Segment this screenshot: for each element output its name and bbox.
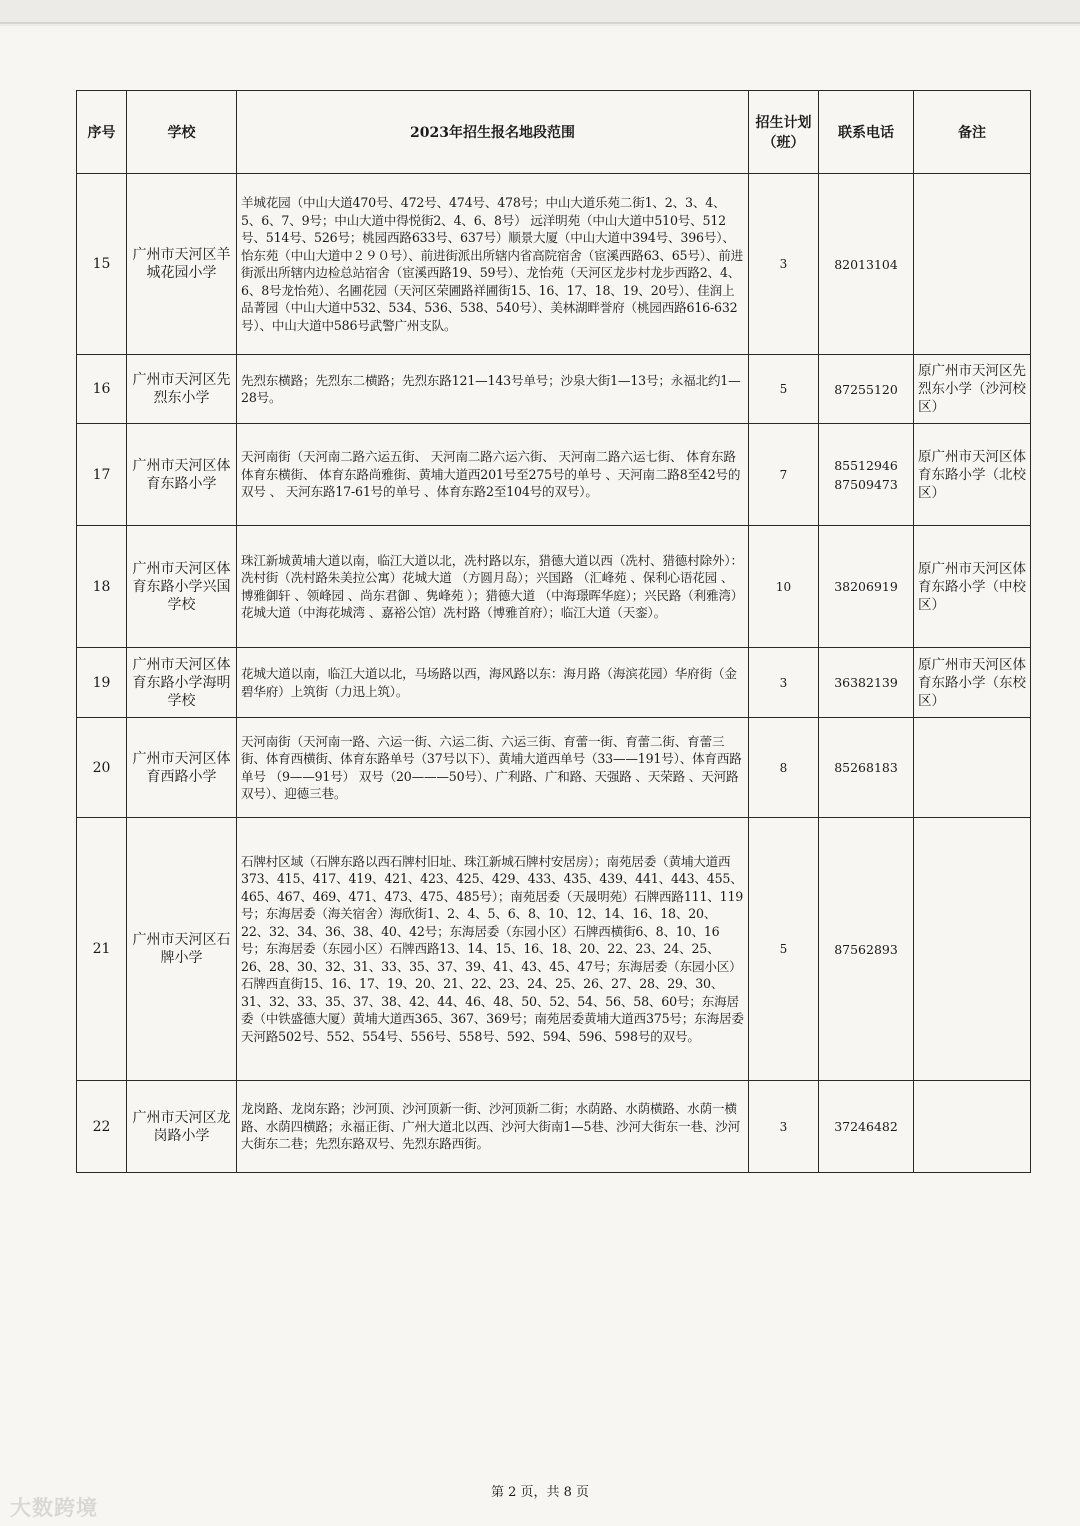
table-row [77, 424, 1031, 526]
row-phone: 38206919 [819, 526, 914, 648]
header-note: 备注 [914, 91, 1031, 174]
row-plan: 7 [749, 424, 819, 526]
row-school: 广州市天河区体育东路小学海明学校 [127, 648, 237, 718]
row-plan: 8 [749, 718, 819, 818]
page-footer: 第 2 页，共 8 页 [490, 1485, 590, 1500]
row-range: 天河南街（天河南一路、六运一街、六运二街、六运三街、育蕾一街、育蕾二街、育蕾三街、体育西横街、体育东路单号（37号以下）、黄埔大道西单号（33——191号）、体育西路单号 （9——91号） 双号（20———50号）、广利路、广和路、天强路 、天荣路 、天河路双号）、迎德三巷。 [237, 718, 749, 818]
header-no: 序号 [77, 91, 127, 174]
row-range: 石牌村区域（石牌东路以西石牌村旧址、珠江新城石牌村安居房）；南苑居委（黄埔大道西373、415、417、419、421、423、425、429、433、435、439、441、443、455、465、467、469、471、473、475、485号）；南苑居委（天晟明苑）石牌西路111、119号；东海居委（海关宿舍）海欣街1、2、4、5、6、8、10、12、14、16、18、20、22、32、34、36、38、40、42号；东海居委（东园小区）石牌西横街6、8、10、16号；东海居委（东园小区）石牌西路13、14、15、16、18、20、22、23、24、25、26、28、30、32、31、33、35、37、39、41、43、45、47号；东海居委（东园小区）石牌西直街15、16、17、19、20、21、22、23、24、25、26、27、28、29、30、31、32、33、35、37、38、42、44、46、48、50、52、54、56、58、60号；东海居委（中铁盛德大厦）黄埔大道西365、367、369号；南苑居委黄埔大道西375号；东海居委天河路502号、552、554号、556号、558号、592、594、596、598号的双号。 [237, 818, 749, 1081]
row-phone: 82013104 [819, 174, 914, 355]
table-row [77, 718, 1031, 818]
table-row [77, 355, 1031, 424]
row-school: 广州市天河区石牌小学 [127, 818, 237, 1081]
row-range: 龙岗路、龙岗东路；沙河顶、沙河顶新一街、沙河顶新二街；水荫路、水荫横路、水荫一横路、水荫四横路；永福正街、广州大道北以西、沙河大街南1—5巷、沙河大街东一巷、沙河大街东二巷；先烈东路双号、先烈东路西街。 [237, 1081, 749, 1173]
row-plan: 3 [749, 648, 819, 718]
table-row [77, 818, 1031, 1081]
row-phone: 85268183 [819, 718, 914, 818]
watermark: 大数跨境 [10, 1496, 98, 1520]
row-no: 21 [77, 818, 127, 1081]
row-plan: 10 [749, 526, 819, 648]
row-phone: 85512946 87509473 [819, 424, 914, 526]
row-note [914, 174, 1031, 355]
row-no: 17 [77, 424, 127, 526]
row-note: 原广州市天河区体育东路小学（东校区） [914, 648, 1031, 718]
row-note: 原广州市天河区体育东路小学（北校区） [914, 424, 1031, 526]
table-row [77, 1081, 1031, 1173]
row-phone: 87255120 [819, 355, 914, 424]
table-row [77, 174, 1031, 355]
row-plan: 5 [749, 818, 819, 1081]
row-school: 广州市天河区羊城花园小学 [127, 174, 237, 355]
scan-line [0, 22, 1080, 24]
row-no: 19 [77, 648, 127, 718]
row-range: 珠江新城黄埔大道以南，临江大道以北，冼村路以东，猎德大道以西（冼村、猎德村除外）：冼村街（冼村路朱美拉公寓）花城大道 （方圆月岛）；兴国路 （汇峰苑 、保利心语花园 、博雅御轩 、领峰园 、尚东君御 、隽峰苑 ）；猎德大道 （中海璟晖华庭）；兴民路（利雅湾）花城大道（中海花城湾 、嘉裕公馆）冼村路（博雅首府）；临江大道（天銮）。 [237, 526, 749, 648]
header-range: 2023年招生报名地段范围 [237, 91, 749, 174]
table-row [77, 648, 1031, 718]
row-no: 20 [77, 718, 127, 818]
row-phone: 36382139 [819, 648, 914, 718]
row-note [914, 1081, 1031, 1173]
row-note [914, 718, 1031, 818]
row-phone: 37246482 [819, 1081, 914, 1173]
row-no: 22 [77, 1081, 127, 1173]
row-note: 原广州市天河区体育东路小学（中校区） [914, 526, 1031, 648]
row-note [914, 818, 1031, 1081]
row-plan: 3 [749, 174, 819, 355]
row-school: 广州市天河区体育西路小学 [127, 718, 237, 818]
enrollment-table [76, 90, 1031, 1173]
table-row [77, 526, 1031, 648]
row-no: 16 [77, 355, 127, 424]
row-plan: 5 [749, 355, 819, 424]
row-note: 原广州市天河区先烈东小学（沙河校区） [914, 355, 1031, 424]
row-range: 羊城花园（中山大道470号、472号、474号、478号；中山大道乐苑二街1、2、3、4、5、6、7、9号；中山大道中得悦街2、4、6、8号） 远洋明苑（中山大道中510号、512号、514号、526号；桃园西路633号、637号）顺景大厦（中山大道中394号、396号）、怡东苑（中山大道中２９０号）、前进街派出所辖内省高院宿舍（宦溪西路63、65号）、前进街派出所辖内边检总站宿舍（宦溪西路19、59号）、龙怡苑（天河区龙步村龙步西路2、4、6、8号龙怡苑）、名圃花园（天河区荣圃路祥圃街15、16、17、18、19、20号）、佳润上品菁园（中山大道中532、534、536、538、540号）、美林湖畔誉府（桃园西路616-632号）、中山大道中586号武警广州支队。 [237, 174, 749, 355]
row-school: 广州市天河区先烈东小学 [127, 355, 237, 424]
row-no: 18 [77, 526, 127, 648]
header-plan: 招生计划（班） [749, 91, 819, 174]
row-range: 先烈东横路；先烈东二横路；先烈东路121—143号单号；沙泉大街1—13号；永福北约1—28号。 [237, 355, 749, 424]
header-row [77, 91, 1031, 174]
row-no: 15 [77, 174, 127, 355]
row-school: 广州市天河区龙岗路小学 [127, 1081, 237, 1173]
row-school: 广州市天河区体育东路小学兴国学校 [127, 526, 237, 648]
header-phone: 联系电话 [819, 91, 914, 174]
row-range: 天河南街（天河南二路六运五街、 天河南二路六运六街、 天河南二路六运七街、 体育东路体育东横街、 体育东路尚雅街、黄埔大道西201号至275号的单号 、天河南二路8至42号的双号 、 天河东路17-61号的单号 、体育东路2至104号的双号）。 [237, 424, 749, 526]
row-range: 花城大道以南，临江大道以北，马场路以西，海风路以东：海月路（海滨花园）华府街（金碧华府）上筑街（力迅上筑）。 [237, 648, 749, 718]
row-plan: 3 [749, 1081, 819, 1173]
row-school: 广州市天河区体育东路小学 [127, 424, 237, 526]
header-school: 学校 [127, 91, 237, 174]
row-phone: 87562893 [819, 818, 914, 1081]
